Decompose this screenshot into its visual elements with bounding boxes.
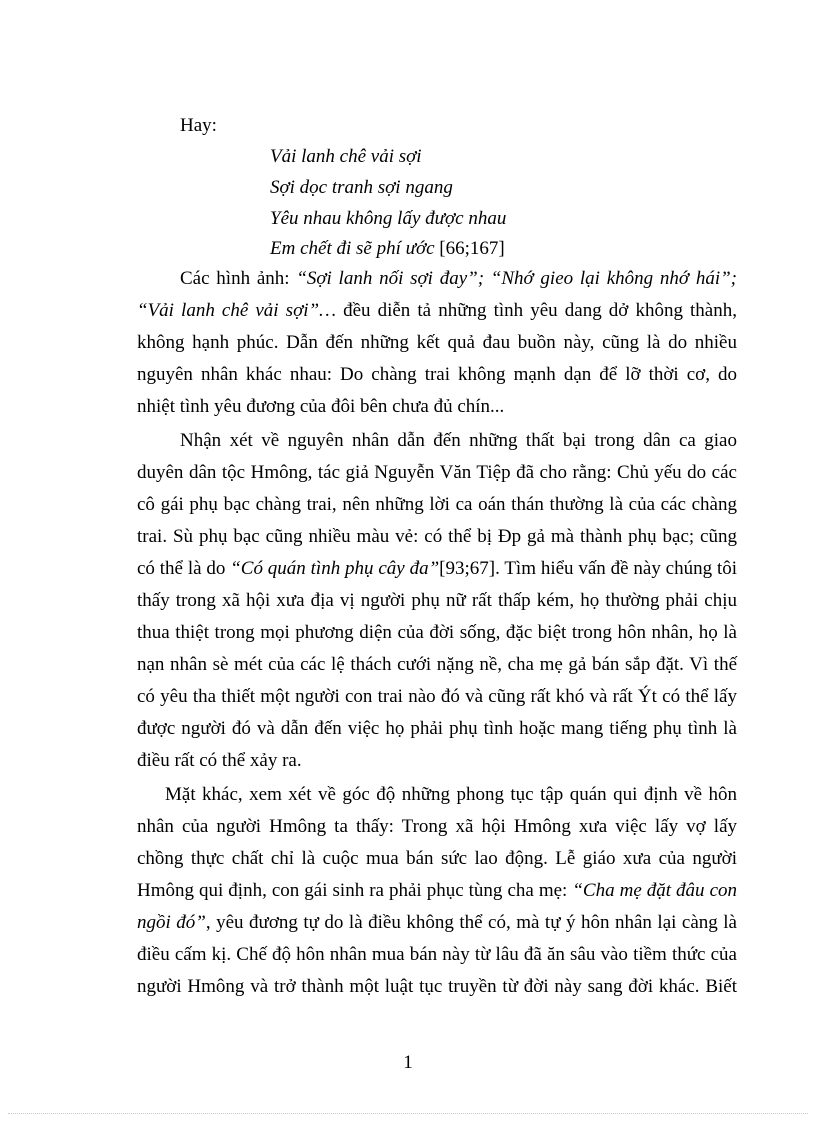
verse-text: Vải lanh chê vải sợi — [270, 146, 422, 167]
paragraph-line: thua thiệt trong mọi phương diện của đời sống, đặc biệt trong hôn nhân, họ là — [137, 622, 737, 643]
paragraph-line: có yêu tha thiết một người con trai nào đó và cũng rất khó và rất Ýt có thể lấy — [137, 686, 737, 707]
page-number: 1 — [403, 1052, 413, 1073]
verse-citation: [66;167] — [434, 238, 505, 259]
paragraph-line — [137, 912, 737, 934]
quote-text: “Sợi lanh nối sợi đay”; “Nhớ gieo lại không nhớ hái”; — [296, 268, 737, 289]
quote-text: “Vải lanh chê vải sợi”… — [137, 300, 336, 321]
paragraph-line: duyên dân tộc Hmông, tác giả Nguyễn Văn Tiệp đã cho rằng: Chủ yếu do các — [137, 462, 737, 483]
page-bottom-divider — [8, 1113, 808, 1114]
paragraph-line: Nhận xét về nguyên nhân dẫn đến những thất bại trong dân ca giao — [180, 430, 737, 451]
paragraph-line: được người đó và dẫn đến việc họ phải phụ tình hoặc mang tiếng phụ tình là — [137, 718, 737, 739]
intro-label: Hay: — [180, 115, 217, 136]
paragraph-text: [93;67]. Tìm hiểu vấn đề này chúng tôi — [439, 558, 738, 579]
paragraph-line — [137, 880, 737, 902]
paragraph-line: điều rất có thể xảy ra. — [137, 750, 302, 771]
quote-text: “Có quán tình phụ cây đa” — [230, 558, 440, 579]
paragraph-line: nhân của người Hmông ta thấy: Trong xã hội Hmông xưa việc lấy vợ lấy — [137, 816, 737, 837]
paragraph-line: cô gái phụ bạc chàng trai, nên những lời ca oán thán thường là của các chàng — [137, 494, 737, 515]
paragraph-text: Các hình ảnh: — [180, 268, 297, 289]
paragraph-line: chồng thực chất chỉ là cuộc mua bán sức lao động. Lễ giáo xưa của người — [137, 848, 737, 869]
paragraph-line — [137, 558, 737, 580]
paragraph-line: người Hmông và trở thành một luật tục truyền từ đời này sang đời khác. Biết — [137, 976, 737, 997]
paragraph-line: trai. Sù phụ bạc cũng nhiều màu vẻ: có thể bị Ðp gả mà thành phụ bạc; cũng — [137, 526, 737, 547]
verse-line — [270, 208, 506, 230]
paragraph-line: thấy trong xã hội xưa địa vị người phụ nữ rất thấp kém, họ thường phải chịu — [137, 590, 737, 611]
paragraph-line: nạn nhân sè mét của các lệ thách cưới nặng nề, cha mẹ gả bán sắp đặt. Vì thế — [137, 654, 737, 675]
paragraph-line — [137, 300, 737, 322]
paragraph-text: có thể là do — [137, 558, 231, 579]
verse-line — [270, 177, 453, 199]
paragraph-line: điều cấm kị. Chế độ hôn nhân mua bán này từ lâu đã ăn sâu vào tiềm thức của — [137, 944, 737, 965]
verse-text: Yêu nhau không lấy được nhau — [270, 208, 507, 229]
verse-line — [270, 146, 422, 168]
paragraph-line — [180, 268, 737, 290]
verse-text: Sợi dọc tranh sợi ngang — [270, 177, 453, 198]
paragraph-line: không hạnh phúc. Dẫn đến những kết quả đau buồn này, cũng là do nhiều — [137, 332, 737, 353]
quote-text: “Cha mẹ đặt đâu con — [572, 880, 738, 901]
paragraph-line: nguyên nhân khác nhau: Do chàng trai không mạnh dạn để lỡ thời cơ, do — [137, 364, 737, 385]
verse-line — [270, 238, 505, 260]
paragraph-text: Hmông qui định, con gái sinh ra phải phục tùng cha mẹ: — [137, 880, 573, 901]
quote-text: ngồi đó” — [137, 912, 206, 933]
paragraph-line: Mặt khác, xem xét về góc độ những phong tục tập quán qui định về hôn — [165, 784, 737, 805]
verse-text: Em chết đi sẽ phí ước — [270, 238, 435, 259]
paragraph-text: , yêu đương tự do là điều không thể có, mà tự ý hôn nhân lại càng là — [205, 912, 737, 933]
paragraph-text: đều diễn tả những tình yêu dang dở không thành, — [335, 300, 737, 321]
paragraph-line: nhiệt tình yêu đương của đôi bên chưa đủ chín... — [137, 396, 505, 417]
